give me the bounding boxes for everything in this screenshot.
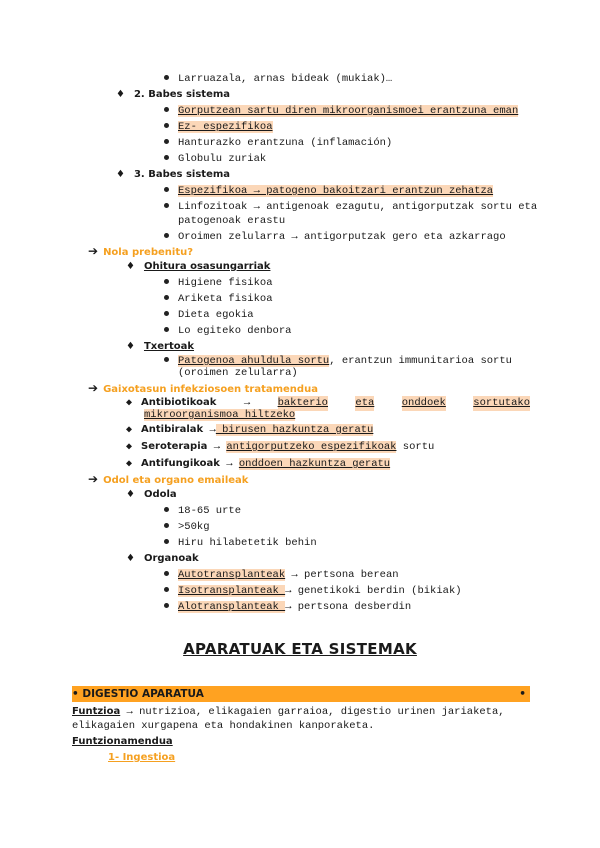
- diamond-bullet-icon: ♦: [126, 489, 135, 500]
- bullet-icon: [164, 295, 169, 300]
- bullet-icon: [164, 139, 169, 144]
- bullet-icon: [164, 587, 169, 592]
- bullet-icon: [164, 75, 169, 80]
- bullet-icon: [164, 539, 169, 544]
- list-item: Espezifikoa → patogeno bakoitzari erantzun zehatza: [164, 184, 493, 198]
- diamond-bullet-icon: ♦: [126, 553, 135, 564]
- bullet-icon: [164, 123, 169, 128]
- diamond-bullet-icon: ♦: [116, 169, 125, 180]
- seroterapia-item: ◆ Seroterapia → antigorputzeko espezifikoak sortu: [126, 441, 435, 453]
- bullet-icon: [164, 523, 169, 528]
- list-item: 18-65 urte: [164, 504, 241, 518]
- bullet-icon: [164, 107, 169, 112]
- arrow-right-icon: ➔: [88, 244, 99, 258]
- list-item: Autotransplanteak → pertsona berean: [164, 568, 399, 582]
- bullet-icon: [164, 155, 169, 160]
- antifungikoak-item: ◆ Antifungikoak → onddoen hazkuntza geratu: [126, 458, 391, 470]
- list-item: Oroimen zelularra → antigorputzak gero eta azkarrago: [164, 230, 506, 244]
- list-item: Gorputzean sartu diren mikroorganismoei erantzuna eman: [164, 104, 518, 118]
- bullet-icon: [164, 311, 169, 316]
- page-title: APARATUAK ETA SISTEMAK: [183, 640, 417, 658]
- section-bar-digestio: • DIGESTIO APARATUA •: [72, 686, 530, 702]
- bullet-icon: [164, 233, 169, 238]
- justified-line: ◆ Antibiotikoak → bakterio eta onddoek sortutako: [126, 397, 530, 409]
- funtzioa-continuation: elikagaien xurgapena eta hondakinen kanporaketa.: [72, 720, 375, 732]
- diamond-bullet-icon: ♦: [126, 261, 135, 272]
- bullet-icon: [164, 279, 169, 284]
- funtzionamendua-heading: Funtzionamendua: [72, 736, 173, 747]
- list-item: Lo egiteko denbora: [164, 324, 291, 338]
- list-item: Linfozitoak → antigenoak ezagutu, antigorputzak sortu eta: [164, 200, 537, 214]
- odola-heading: ♦ Odola: [126, 489, 177, 500]
- babes3-heading: ♦ 3. Babes sistema: [116, 169, 231, 180]
- list-item: Larruazala, arnas bideak (mukiak)…: [164, 72, 392, 86]
- list-item: Globulu zuriak: [164, 152, 266, 166]
- diamond-bullet-icon: ◆: [126, 425, 133, 436]
- list-item: Isotransplanteak → genetikoki berdin (bikiak): [164, 584, 462, 598]
- antibiralak-item: ◆ Antibiralak → birusen hazkuntza geratu: [126, 424, 374, 436]
- list-item: Patogenoa ahuldula sortu, erantzun immunitarioa sortu: [164, 354, 530, 368]
- prebenitu-heading: ➔ Nola prebenitu?: [88, 244, 194, 258]
- bullet-icon: [164, 327, 169, 332]
- list-item: Hiru hilabetetik behin: [164, 536, 317, 550]
- txertoak-heading: ♦ Txertoak: [126, 341, 195, 352]
- babes2-heading: ♦ 2. Babes sistema: [116, 89, 231, 100]
- arrow-right-icon: ➔: [88, 381, 99, 395]
- list-item-continuation: patogenoak erastu: [178, 215, 286, 227]
- diamond-bullet-icon: ◆: [126, 398, 133, 409]
- diamond-bullet-icon: ◆: [126, 459, 133, 470]
- tratamendua-heading: ➔ Gaixotasun infekziosoen tratamendua: [88, 381, 318, 395]
- list-item: Hanturazko erantzuna (inflamación): [164, 136, 392, 150]
- list-item-continuation: mikroorganismoa hiltzeko: [144, 409, 296, 421]
- diamond-bullet-icon: ♦: [116, 89, 125, 100]
- list-item: Higiene fisikoa: [164, 276, 273, 290]
- arrow-right-icon: ➔: [88, 472, 99, 486]
- funtzioa-line: Funtzioa → nutrizioa, elikagaien garraioa, digestio urinen jariaketa,: [72, 706, 505, 718]
- bullet-icon: [164, 187, 169, 192]
- list-item: Ariketa fisikoa: [164, 292, 273, 306]
- diamond-bullet-icon: ♦: [126, 341, 135, 352]
- bullet-icon: [164, 603, 169, 608]
- bullet-icon: [164, 507, 169, 512]
- list-item: Dieta egokia: [164, 308, 254, 322]
- list-item: Alotransplanteak → pertsona desberdin: [164, 600, 411, 614]
- bullet-icon: [164, 357, 169, 362]
- list-item: Ez- espezifikoa: [164, 120, 273, 134]
- bullet-icon: [164, 571, 169, 576]
- bullet-icon: [164, 203, 169, 208]
- diamond-bullet-icon: ◆: [126, 442, 133, 453]
- list-item-continuation: (oroimen zelularra): [178, 367, 298, 379]
- emaileak-heading: ➔ Odol eta organo emaileak: [88, 472, 249, 486]
- ohitura-heading: ♦ Ohitura osasungarriak: [126, 261, 271, 272]
- organoak-heading: ♦ Organoak: [126, 553, 199, 564]
- list-item: >50kg: [164, 520, 210, 534]
- ingestioa-heading: 1- Ingestioa: [108, 752, 176, 763]
